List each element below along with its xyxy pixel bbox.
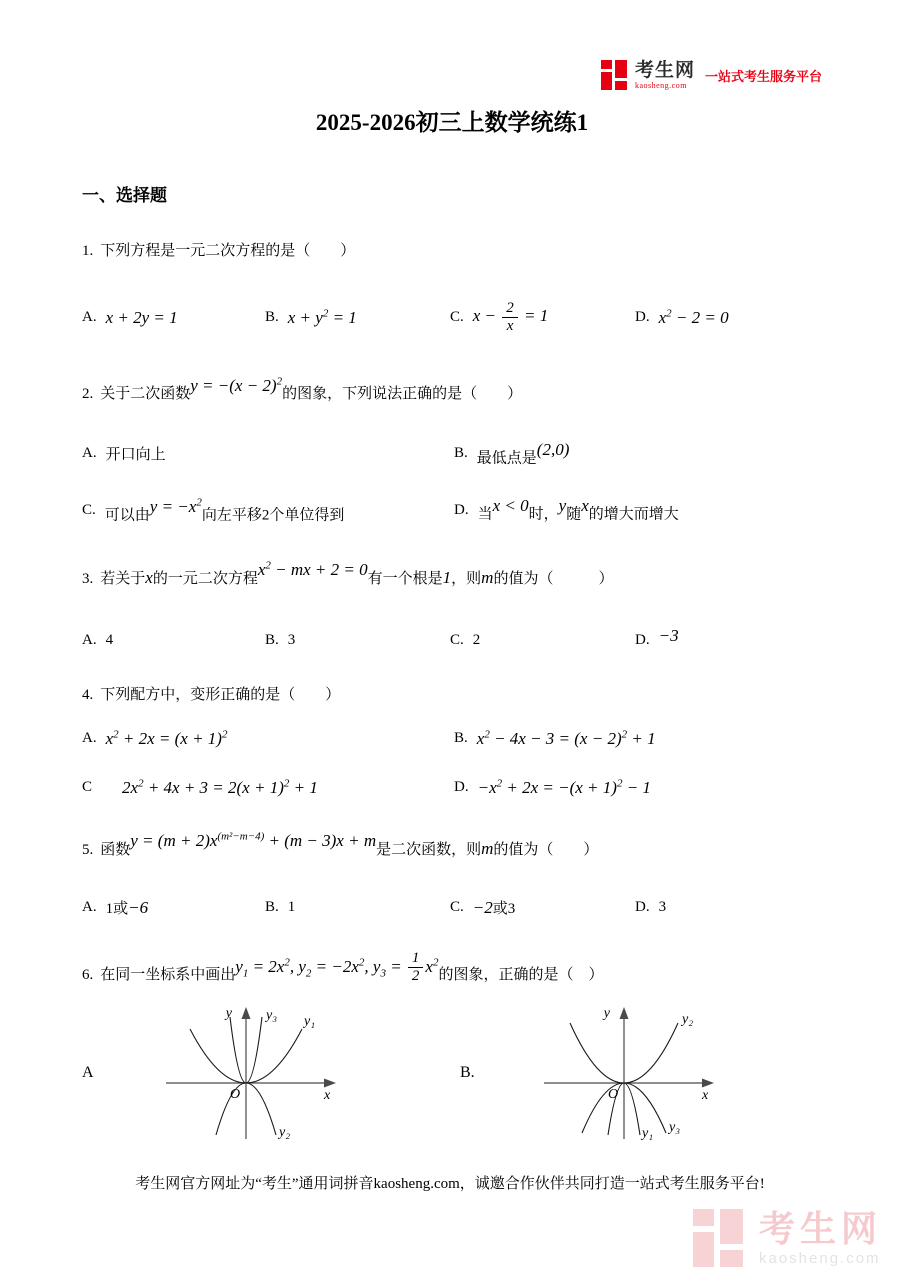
curve-label-y1: y₁ [642, 1125, 654, 1141]
footer-text: 考生网官方网址为“考生”通用词拼音kaosheng.com，诚邀合作伙伴共同打造一站式考生服务平台! [135, 1176, 765, 1192]
y-axis-label: y [603, 1005, 610, 1021]
question-5-option-a: A. 1或−6 [82, 898, 149, 918]
question-4-option-b: B. $x^2 - 4x - 3 = (x - 2)^2 + 1$ [454, 728, 656, 749]
page-header [0, 0, 900, 90]
question-number: 2. [82, 386, 94, 403]
question-5-option-b: B. 1 [265, 899, 296, 916]
question-1-options [82, 289, 822, 347]
section-heading: 一、选择题 [82, 186, 167, 205]
question-5-option-d: D. 3 [635, 899, 667, 916]
question-4-option-c: C $2x^2 + 4x + 3 = 2(x + 1)^2 + 1$ [82, 777, 318, 797]
logo-tagline: 一站式考生服务平台 [704, 68, 822, 84]
question-number: 6. [82, 967, 94, 984]
question-3-option-d: D. −3 [635, 626, 679, 648]
logo-domain: kaosheng.com [634, 80, 687, 90]
graph-a-label: A [82, 1063, 94, 1081]
question-1-stem: 1. 下列方程是一元二次方程的是（ ） [82, 243, 356, 259]
curve-label-y2: y₂ [682, 1011, 694, 1027]
logo-text [635, 61, 695, 90]
question-number: 3. [82, 570, 94, 587]
question-6 [82, 950, 822, 1143]
question-5-options [82, 897, 822, 918]
y-axis-arrow [242, 1007, 251, 1019]
question-3-option-a: A. 4 [82, 631, 114, 648]
question-2-options-row1 [82, 440, 822, 468]
question-number: 5. [82, 841, 94, 858]
question-4-option-a: A. $x^2 + 2x = (x + 1)^2$ [82, 728, 228, 749]
question-1-option-c: C. x − $\frac{2}{x}$ = 1 [450, 299, 549, 334]
question-number: 1. [82, 243, 94, 259]
watermark-domain: kaosheng.com [758, 1249, 881, 1267]
question-6-graphs [82, 1003, 822, 1143]
x-axis-arrow [324, 1078, 336, 1087]
question-5 [82, 828, 822, 918]
question-5-stem: 5. 函数$y = (m + 2)x^{(m^2-m-4)} + (m - 3)x + m$是二次函数，则m的值为（ ） [82, 830, 599, 858]
watermark-text [758, 1207, 882, 1267]
graph-b-label: B. [460, 1063, 475, 1081]
question-2 [82, 373, 822, 532]
x-axis-label: x [324, 1087, 331, 1103]
question-6-option-b [460, 1003, 726, 1143]
graph-a-parabolas-chart [158, 1003, 348, 1143]
question-6-stem: 6. 在同一坐标系中画出$y_1 = 2x^2$, $y_2 = -2x^2$, $y_3$ = $\frac{1}{2}$ $x^2$的图象，正确的是（ ） [82, 950, 604, 985]
logo-brand: 考生网 [634, 59, 695, 81]
question-3 [82, 557, 822, 654]
curve-label-y2: y₂ [279, 1124, 291, 1140]
origin-label: O [608, 1086, 619, 1102]
question-2-option-b: B. 最低点是(2,0) [454, 439, 570, 467]
watermark-logo-icon [693, 1209, 749, 1267]
question-2-option-a: A. 开口向上 [82, 444, 166, 463]
kaosheng-logo-icon [601, 60, 630, 90]
curve-label-y3: y₃ [669, 1119, 681, 1135]
curve-label-y3: y₃ [266, 1007, 278, 1023]
question-4-options-row1 [82, 729, 822, 750]
question-4 [82, 684, 822, 798]
question-1 [82, 240, 822, 347]
x-axis-arrow [702, 1078, 714, 1087]
question-4-options-row2 [82, 777, 822, 798]
question-3-option-c: C. 2 [450, 631, 481, 648]
curve-label-y1: y₁ [304, 1013, 316, 1029]
question-2-option-c: C. 可以由$y = -x^2$向左平移2个单位得到 [82, 496, 345, 524]
kaosheng-logo [601, 60, 822, 90]
question-4-stem: 4. 下列配方中，变形正确的是（ ） [82, 687, 341, 704]
question-6-option-a [82, 1003, 460, 1143]
kaosheng-watermark [693, 1209, 882, 1267]
question-1-option-b: B. $x + y^2 = 1$ [265, 307, 357, 327]
page-title: 2025-2026初三上数学统练1 [315, 110, 589, 135]
question-number: 4. [82, 687, 94, 704]
question-3-option-b: B. 3 [265, 631, 296, 648]
origin-label: O [230, 1086, 241, 1102]
y-axis-arrow [620, 1007, 629, 1019]
watermark-brand: 考生网 [758, 1207, 882, 1249]
x-axis-label: x [702, 1087, 709, 1103]
question-2-stem: 2. 关于二次函数$y = -(x - 2)^2$的图象，下列说法正确的是（ ） [82, 374, 523, 403]
question-4-option-d: D. $-x^2 + 2x = -(x + 1)^2 - 1$ [454, 777, 651, 797]
question-5-option-c: C. −2或3 [450, 898, 516, 918]
question-1-option-a: A. x + 2y = 1 [82, 307, 178, 327]
question-1-option-d: D. $x^2 - 2 = 0$ [635, 307, 729, 327]
question-3-options [82, 626, 822, 654]
question-2-option-d: D. 当x < 0时，y随x的增大而增大 [454, 496, 679, 524]
document-body [0, 104, 900, 1143]
graph-b-parabolas-chart [536, 1003, 726, 1143]
question-2-options-row2 [82, 489, 822, 531]
question-3-stem: 3. 若关于x的一元二次方程$x^2$ − mx + 2 = 0有一个根是1，则m的值为（ ） [82, 559, 614, 587]
y-axis-label: y [225, 1005, 232, 1021]
